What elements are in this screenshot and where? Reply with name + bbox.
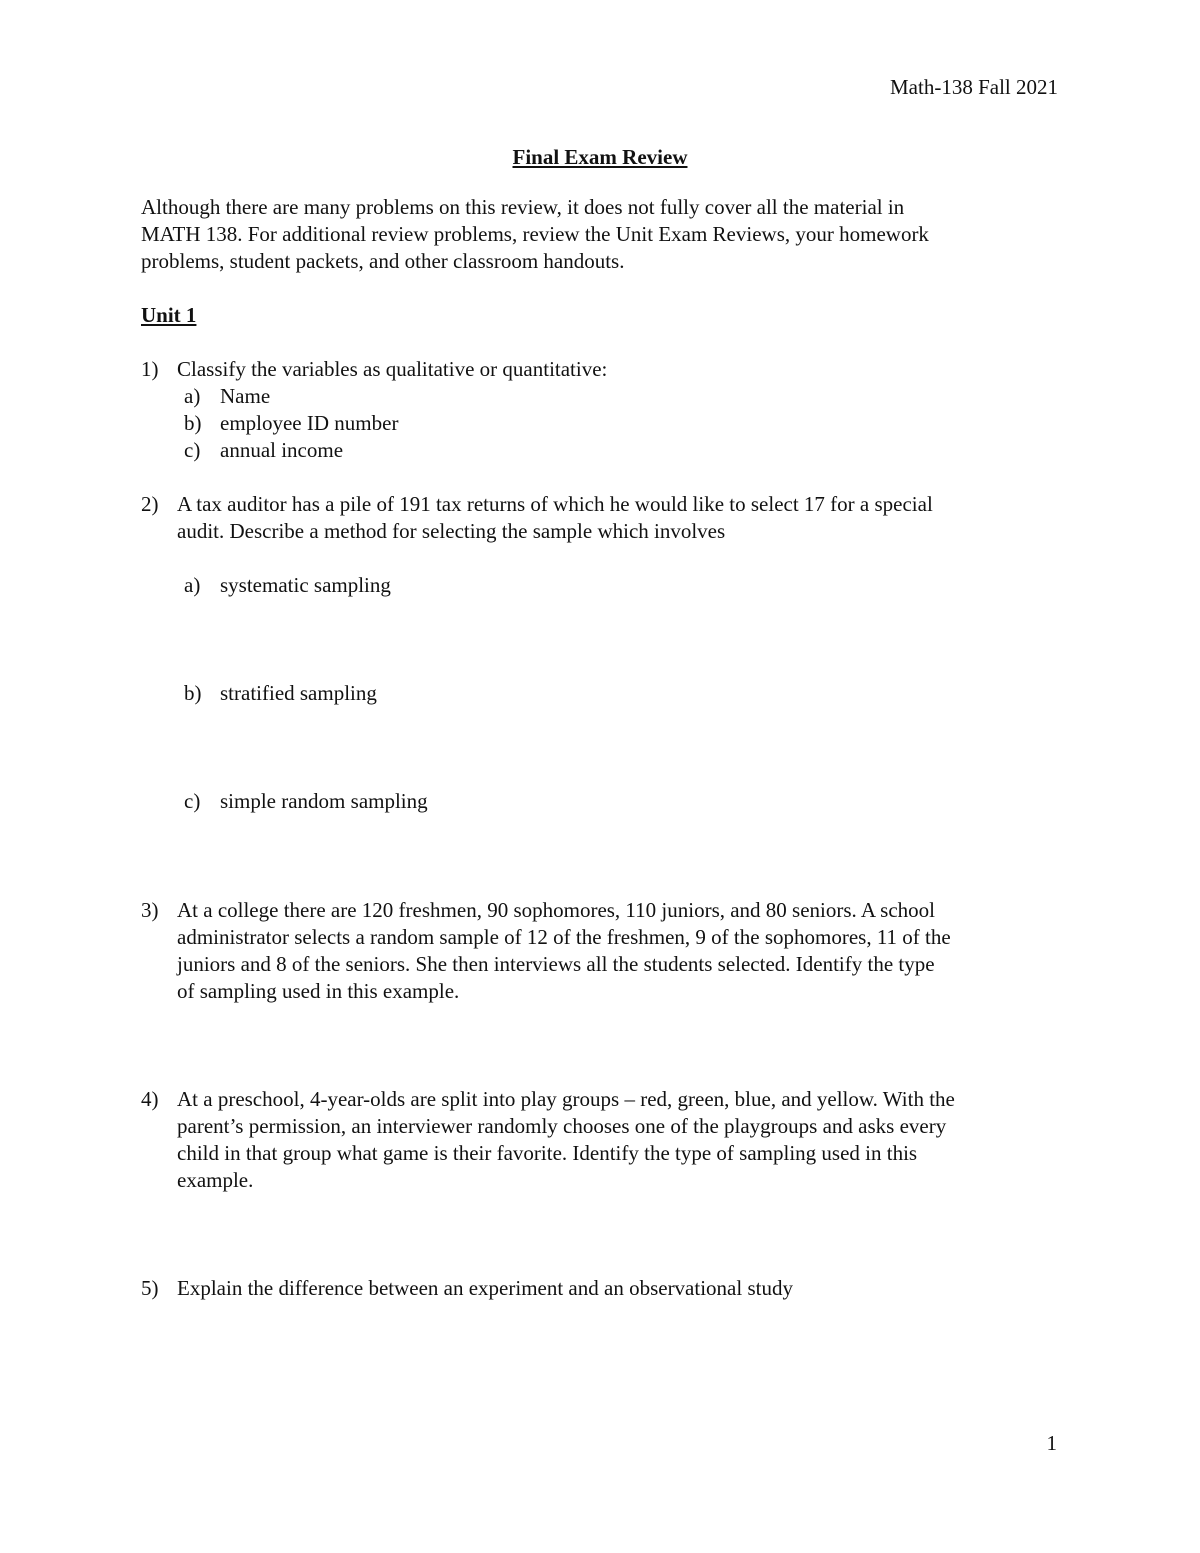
part-letter: b) [184, 411, 202, 435]
part-text: systematic sampling [220, 573, 391, 597]
question-number: 4) [141, 1087, 159, 1111]
question-number: 2) [141, 492, 159, 516]
part-letter: c) [184, 789, 201, 813]
question-text: At a college there are 120 freshmen, 90 sophomores, 110 juniors, and 80 seniors. A school [177, 898, 935, 922]
part-letter: c) [184, 438, 201, 462]
question-1-part-b [184, 410, 398, 437]
intro-line: Although there are many problems on this review, it does not fully cover all the material in [141, 195, 905, 219]
part-letter: a) [184, 573, 201, 597]
question-1-part-a [184, 383, 270, 410]
question-1-part-c [184, 437, 343, 464]
question-2-part-a [184, 572, 391, 599]
question-3 [141, 897, 1071, 1005]
question-number: 1) [141, 357, 159, 381]
question-2-part-c [184, 788, 428, 815]
question-2-part-b [184, 680, 377, 707]
question-text: parent’s permission, an interviewer randomly chooses one of the playgroups and asks every [177, 1114, 947, 1138]
part-text: stratified sampling [220, 681, 377, 705]
question-text: example. [177, 1168, 254, 1192]
question-text: Explain the difference between an experiment and an observational study [177, 1276, 793, 1300]
unit-heading: Unit 1 [141, 303, 197, 327]
question-text: At a preschool, 4-year-olds are split into play groups – red, green, blue, and yellow. With the [177, 1087, 955, 1111]
question-text: audit. Describe a method for selecting the sample which involves [177, 519, 726, 543]
question-text: of sampling used in this example. [177, 979, 460, 1003]
part-text: employee ID number [220, 411, 399, 435]
part-text: Name [220, 384, 271, 408]
intro-paragraph [141, 194, 1071, 275]
question-4 [141, 1086, 1071, 1194]
intro-line: problems, student packets, and other classroom handouts. [141, 249, 625, 273]
question-text: juniors and 8 of the seniors. She then interviews all the students selected. Identify the type [177, 952, 935, 976]
question-1 [141, 356, 1071, 383]
question-2 [141, 491, 1071, 545]
question-text: A tax auditor has a pile of 191 tax returns of which he would like to select 17 for a special [177, 492, 933, 516]
question-text: child in that group what game is their favorite. Identify the type of sampling used in this [177, 1141, 918, 1165]
question-number: 3) [141, 898, 159, 922]
question-number: 5) [141, 1276, 159, 1300]
page-number: 1 [1046, 1431, 1057, 1455]
part-letter: a) [184, 384, 201, 408]
question-text: administrator selects a random sample of 12 of the freshmen, 9 of the sophomores, 11 of the [177, 925, 951, 949]
intro-line: MATH 138. For additional review problems, review the Unit Exam Reviews, your homework [141, 222, 929, 246]
course-header: Math-138 Fall 2021 [890, 75, 1058, 99]
part-letter: b) [184, 681, 202, 705]
part-text: annual income [220, 438, 344, 462]
question-text: Classify the variables as qualitative or quantitative: [177, 357, 608, 381]
part-text: simple random sampling [220, 789, 428, 813]
page-title: Final Exam Review [512, 145, 688, 169]
question-5 [141, 1275, 1071, 1302]
